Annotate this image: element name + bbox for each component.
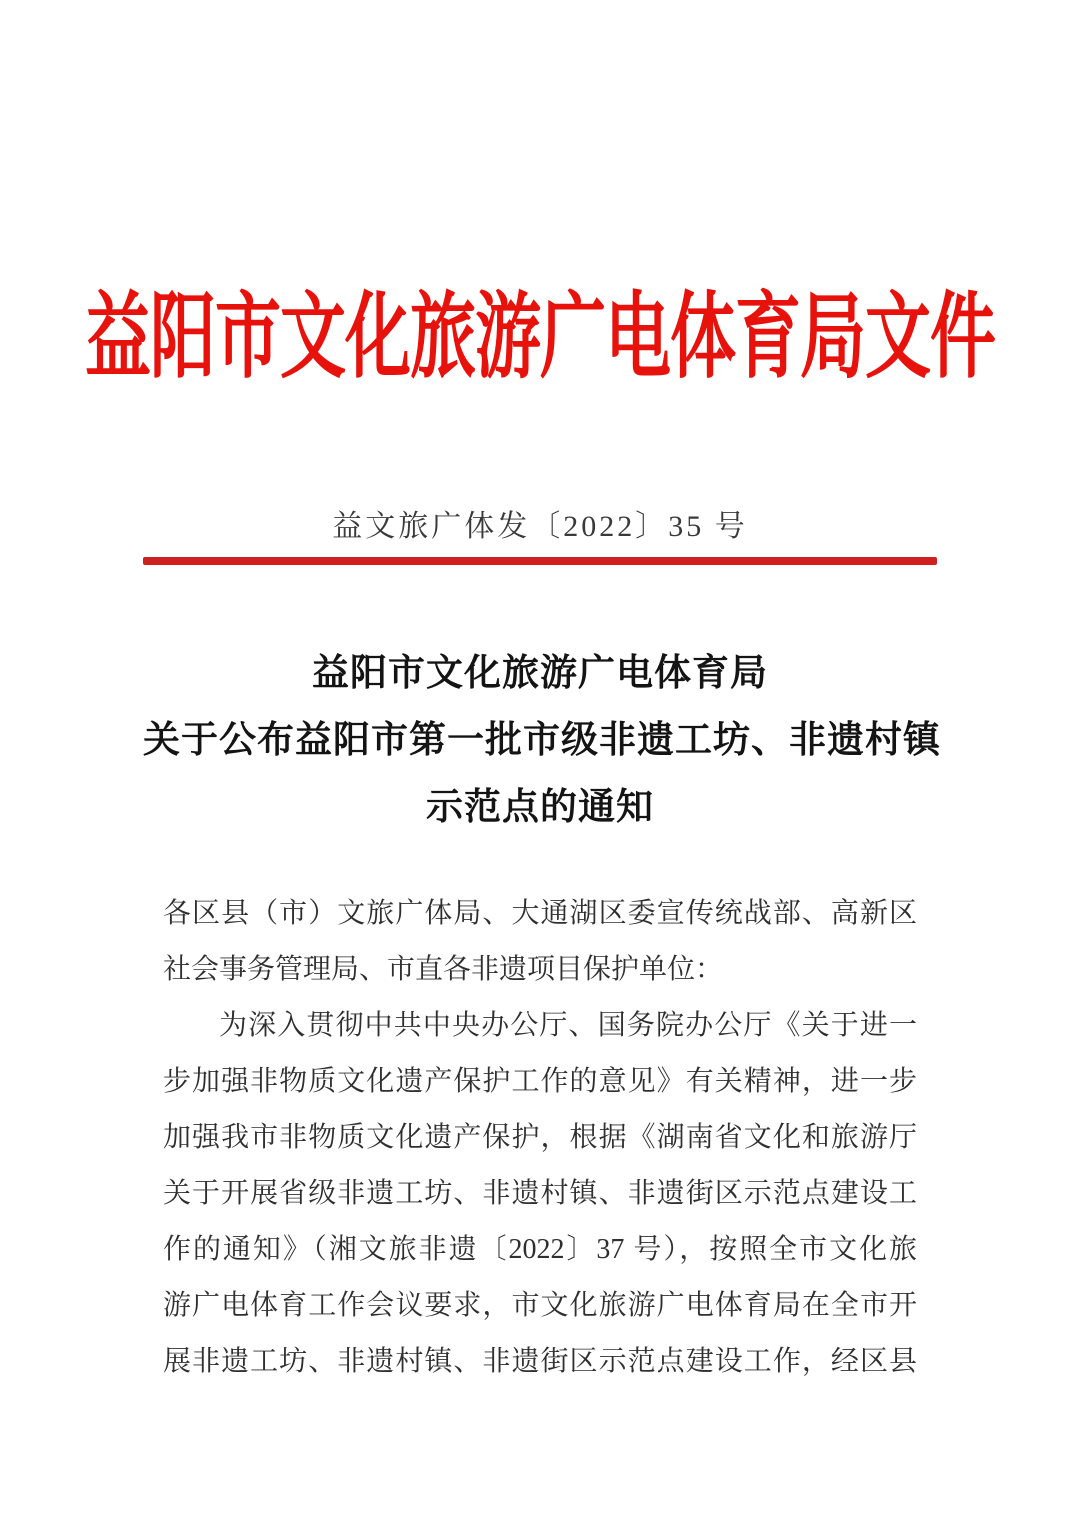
body-line: 步加强非物质文化遗产保护工作的意见》有关精神，进一步: [163, 1066, 917, 1097]
body-line: 关于开展省级非遗工坊、非遗村镇、非遗街区示范点建设工: [163, 1178, 917, 1209]
document-number: 益文旅广体发〔2022〕35 号: [332, 510, 748, 543]
document-title-line: 示范点的通知: [426, 787, 654, 828]
body-line: 游广电体育工作会议要求，市文化旅游广电体育局在全市开: [163, 1290, 917, 1321]
document-title-line: 关于公布益阳市第一批市级非遗工坊、非遗村镇: [143, 720, 941, 761]
salutation-line: 各区县（市）文旅广体局、大通湖区委宣传统战部、高新区: [163, 898, 917, 929]
document-title-line: 益阳市文化旅游广电体育局: [312, 653, 768, 694]
document-header-title: 益阳市文化旅游广电体育局文件: [85, 286, 995, 391]
body-line: 展非遗工坊、非遗村镇、非遗街区示范点建设工作，经区县: [163, 1346, 917, 1377]
body-line: 为深入贯彻中共中央办公厅、国务院办公厅《关于进一: [219, 1010, 917, 1041]
salutation-line: 社会事务管理局、市直各非遗项目保护单位：: [163, 954, 724, 985]
body-line: 加强我市非物质文化遗产保护，根据《湖南省文化和旅游厅: [163, 1122, 917, 1153]
document-title: [143, 640, 941, 841]
document-body: [163, 886, 917, 1390]
red-divider-line: [143, 557, 937, 565]
body-line: 作的通知》（湘文旅非遗〔2022〕37 号），按照全市文化旅: [163, 1234, 917, 1265]
